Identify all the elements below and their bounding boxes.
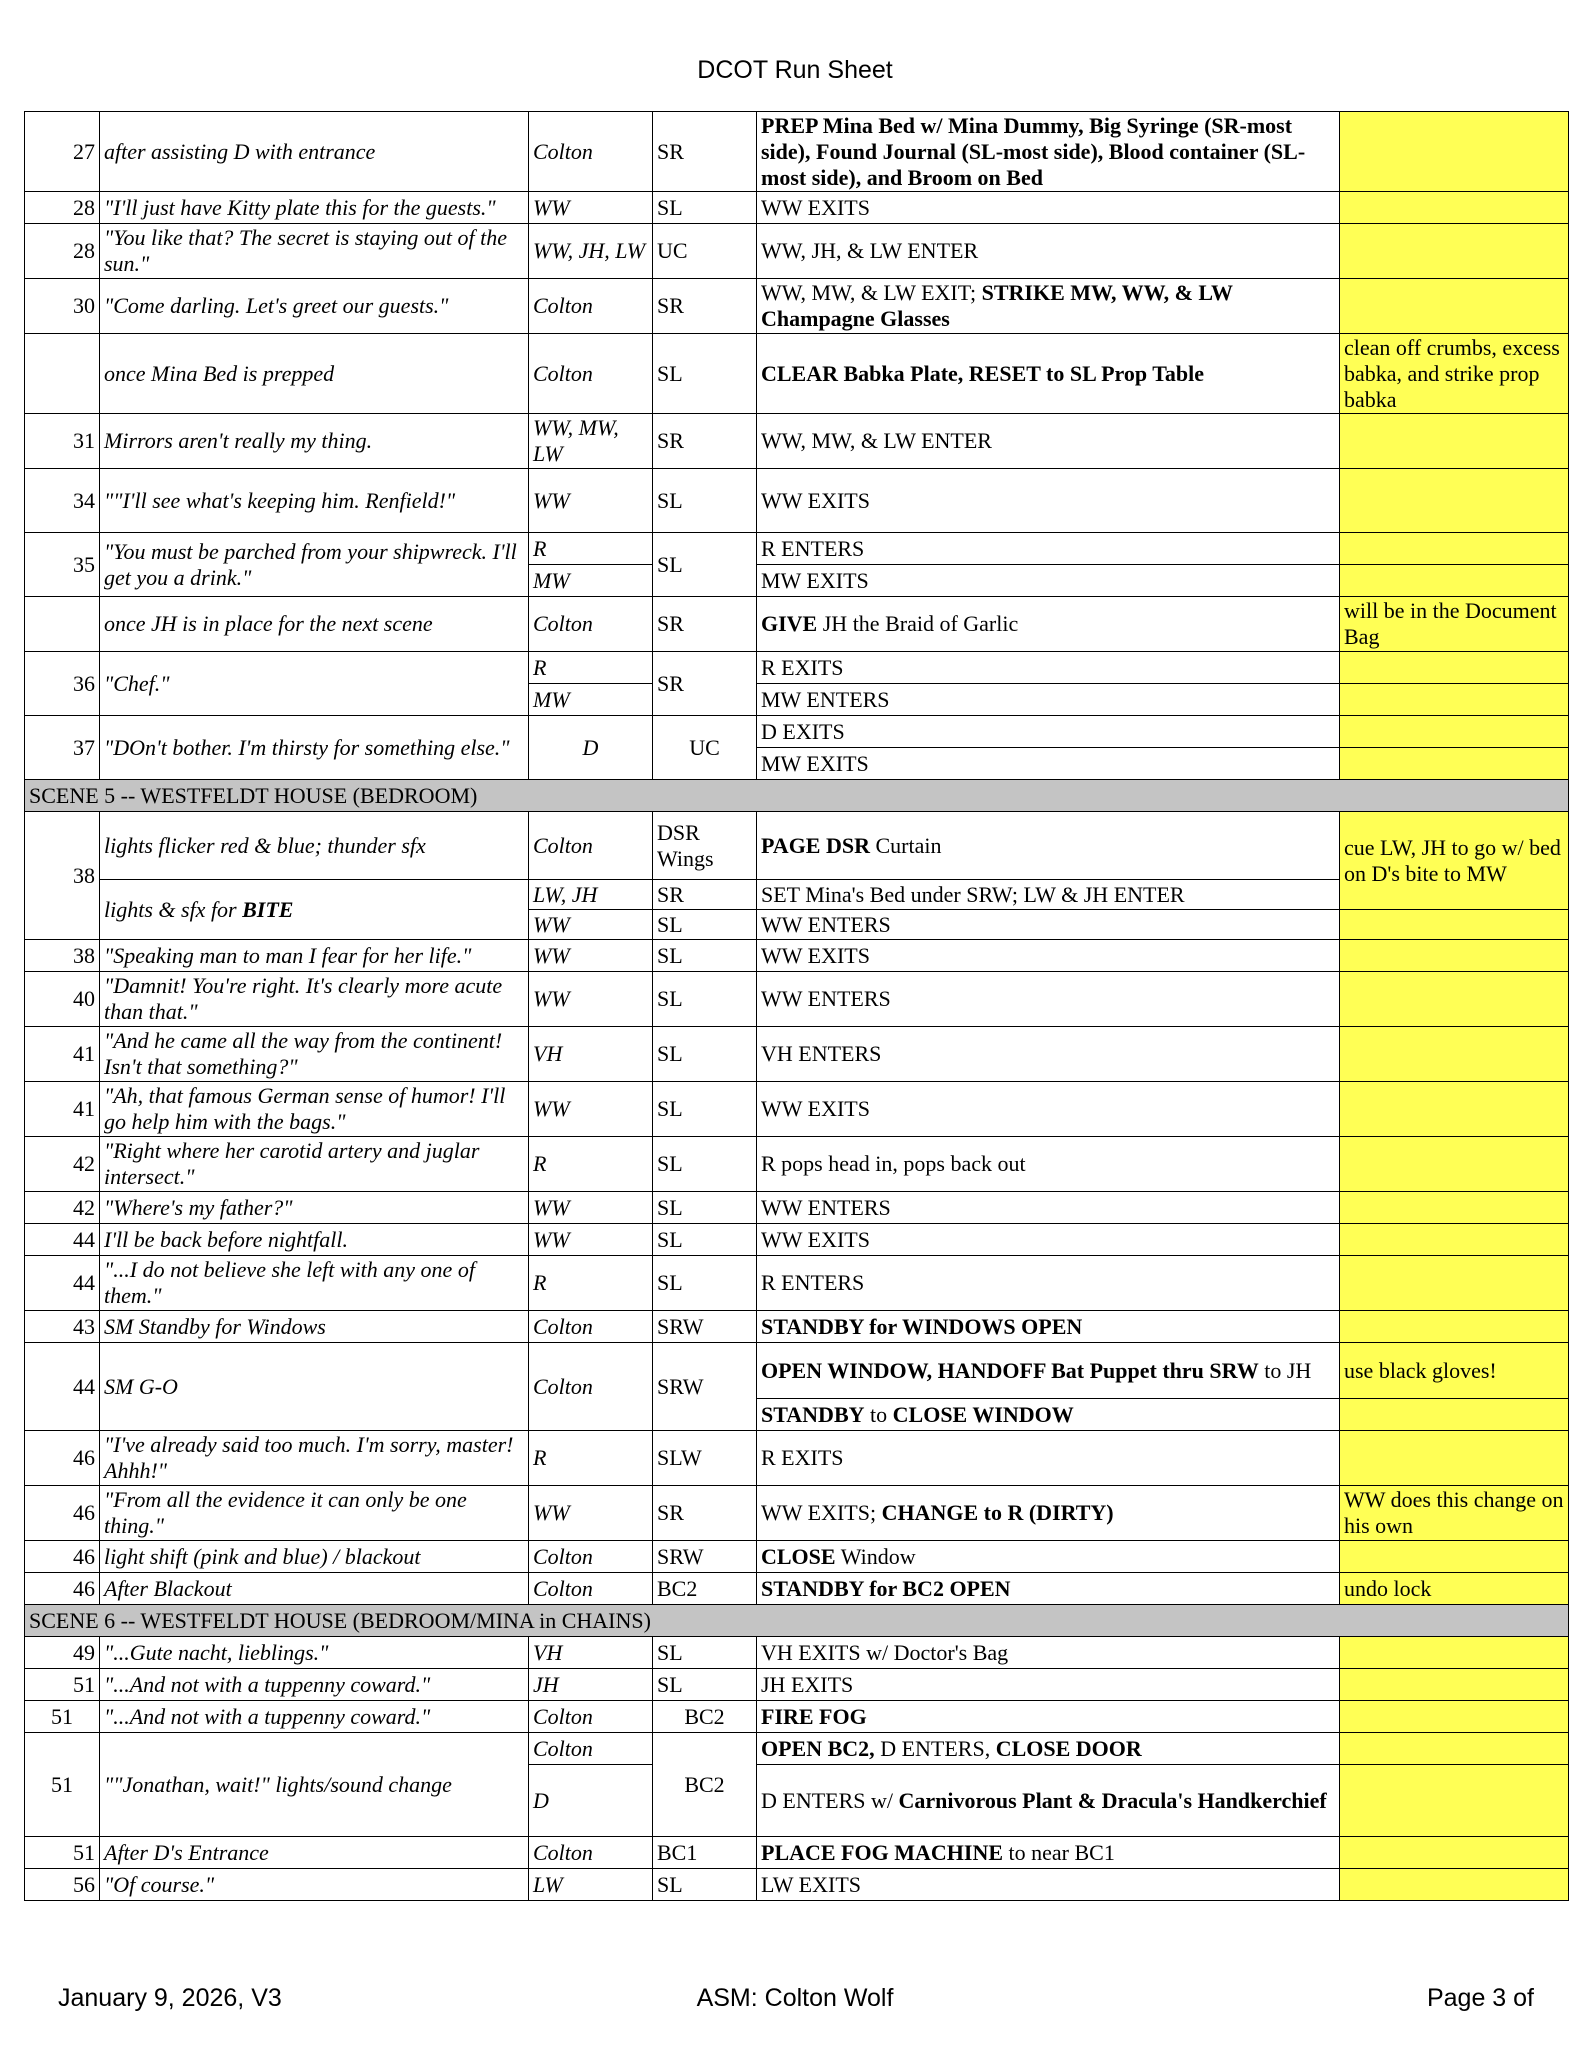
page-number: 44 xyxy=(25,1343,100,1431)
action: R ENTERS xyxy=(757,533,1340,565)
note xyxy=(1340,1192,1569,1224)
page-number: 28 xyxy=(25,224,100,279)
cue: After Blackout xyxy=(100,1573,529,1605)
page-number xyxy=(25,597,100,652)
who: D xyxy=(529,1765,653,1837)
page-number: 46 xyxy=(25,1431,100,1486)
cue: "I'll just have Kitty plate this for the guests." xyxy=(100,192,529,224)
note xyxy=(1340,1837,1569,1869)
location: SL xyxy=(653,940,757,972)
location: UC xyxy=(653,224,757,279)
cue: "Ah, that famous German sense of humor! I'll go help him with the bags." xyxy=(100,1082,529,1137)
table-row xyxy=(25,279,1569,334)
scene-header: SCENE 6 -- WESTFELDT HOUSE (BEDROOM/MINA in CHAINS) xyxy=(25,1605,1569,1637)
action: WW, MW, & LW ENTER xyxy=(757,414,1340,469)
who: D xyxy=(529,716,653,780)
scene-header-row xyxy=(25,780,1569,812)
scene-header-row xyxy=(25,1605,1569,1637)
table-row xyxy=(25,880,1569,910)
cue: ""Jonathan, wait!" lights/sound change xyxy=(100,1733,529,1837)
note xyxy=(1340,1256,1569,1311)
location: SR xyxy=(653,880,757,910)
location: SL xyxy=(653,1224,757,1256)
location: SL xyxy=(653,1192,757,1224)
location: BC1 xyxy=(653,1837,757,1869)
note xyxy=(1340,1869,1569,1901)
location: SL xyxy=(653,533,757,597)
action: FIRE FOG xyxy=(757,1701,1340,1733)
page-number: 34 xyxy=(25,469,100,533)
page-number: 42 xyxy=(25,1137,100,1192)
action: OPEN WINDOW, HANDOFF Bat Puppet thru SRW to JH xyxy=(757,1343,1340,1399)
who: R xyxy=(529,652,653,684)
action: WW EXITS; CHANGE to R (DIRTY) xyxy=(757,1486,1340,1541)
action: WW EXITS xyxy=(757,1082,1340,1137)
table-row xyxy=(25,1311,1569,1343)
who: Colton xyxy=(529,1573,653,1605)
location: BC2 xyxy=(653,1701,757,1733)
note xyxy=(1340,748,1569,780)
who: R xyxy=(529,1256,653,1311)
table-row xyxy=(25,812,1569,880)
location: SR xyxy=(653,414,757,469)
table-row xyxy=(25,1701,1569,1733)
action: WW EXITS xyxy=(757,1224,1340,1256)
who: R xyxy=(529,533,653,565)
note: undo lock xyxy=(1340,1573,1569,1605)
cue: "From all the evidence it can only be one thing." xyxy=(100,1486,529,1541)
page-title: DCOT Run Sheet xyxy=(697,56,893,84)
location: SL xyxy=(653,1637,757,1669)
table-row xyxy=(25,972,1569,1027)
cue: "Damnit! You're right. It's clearly more acute than that." xyxy=(100,972,529,1027)
note xyxy=(1340,1137,1569,1192)
who: VH xyxy=(529,1637,653,1669)
note: will be in the Document Bag xyxy=(1340,597,1569,652)
page-number: 31 xyxy=(25,414,100,469)
table-row xyxy=(25,1837,1569,1869)
cue: "Come darling. Let's greet our guests." xyxy=(100,279,529,334)
note: use black gloves! xyxy=(1340,1343,1569,1399)
note xyxy=(1340,940,1569,972)
note xyxy=(1340,972,1569,1027)
cue: "...And not with a tuppenny coward." xyxy=(100,1669,529,1701)
action: CLOSE Window xyxy=(757,1541,1340,1573)
location: SLW xyxy=(653,1431,757,1486)
page-number: 46 xyxy=(25,1573,100,1605)
cue: "...Gute nacht, lieblings." xyxy=(100,1637,529,1669)
note xyxy=(1340,414,1569,469)
page-number: 41 xyxy=(25,1082,100,1137)
who: WW xyxy=(529,192,653,224)
action: R ENTERS xyxy=(757,1256,1340,1311)
who: Colton xyxy=(529,1541,653,1573)
note: clean off crumbs, excess babka, and strike prop babka xyxy=(1340,334,1569,414)
action: STANDBY for BC2 OPEN xyxy=(757,1573,1340,1605)
page-number: 28 xyxy=(25,192,100,224)
page-number: 46 xyxy=(25,1541,100,1573)
location: SL xyxy=(653,469,757,533)
cue: "...I do not believe she left with any one of them." xyxy=(100,1256,529,1311)
footer-date: January 9, 2026, V3 xyxy=(58,1984,282,2012)
page-number: 30 xyxy=(25,279,100,334)
table-row xyxy=(25,224,1569,279)
action: R pops head in, pops back out xyxy=(757,1137,1340,1192)
action: CLEAR Babka Plate, RESET to SL Prop Table xyxy=(757,334,1340,414)
page-number: 56 xyxy=(25,1869,100,1901)
location: SR xyxy=(653,652,757,716)
location: SR xyxy=(653,279,757,334)
location: SL xyxy=(653,1082,757,1137)
note xyxy=(1340,684,1569,716)
action: GIVE JH the Braid of Garlic xyxy=(757,597,1340,652)
action: LW EXITS xyxy=(757,1869,1340,1901)
action: D EXITS xyxy=(757,716,1340,748)
action: VH EXITS w/ Doctor's Bag xyxy=(757,1637,1340,1669)
table-row xyxy=(25,1224,1569,1256)
page-number: 51 xyxy=(25,1733,100,1837)
who: MW xyxy=(529,684,653,716)
location: SRW xyxy=(653,1311,757,1343)
who: WW xyxy=(529,1224,653,1256)
action: VH ENTERS xyxy=(757,1027,1340,1082)
table-row xyxy=(25,1137,1569,1192)
page-number: 37 xyxy=(25,716,100,780)
table-row xyxy=(25,1573,1569,1605)
who: R xyxy=(529,1137,653,1192)
note xyxy=(1340,1637,1569,1669)
cue: "You must be parched from your shipwreck. I'll get you a drink." xyxy=(100,533,529,597)
footer-page: Page 3 of xyxy=(1426,1984,1534,2012)
table-row xyxy=(25,1431,1569,1486)
page-number: 44 xyxy=(25,1224,100,1256)
table-row xyxy=(25,334,1569,414)
action: SET Mina's Bed under SRW; LW & JH ENTER xyxy=(757,880,1340,910)
table-row xyxy=(25,1192,1569,1224)
cue: Mirrors aren't really my thing. xyxy=(100,414,529,469)
note xyxy=(1340,533,1569,565)
table-row xyxy=(25,192,1569,224)
page-number: 51 xyxy=(25,1701,100,1733)
action: PLACE FOG MACHINE to near BC1 xyxy=(757,1837,1340,1869)
who: Colton xyxy=(529,334,653,414)
note: cue LW, JH to go w/ bed on D's bite to MW xyxy=(1340,812,1569,910)
action: WW ENTERS xyxy=(757,1192,1340,1224)
table-row xyxy=(25,1541,1569,1573)
cue: After D's Entrance xyxy=(100,1837,529,1869)
who: Colton xyxy=(529,812,653,880)
who: Colton xyxy=(529,1837,653,1869)
page-number: 27 xyxy=(25,112,100,192)
cue: once Mina Bed is prepped xyxy=(100,334,529,414)
page-number: 38 xyxy=(25,812,100,940)
action: JH EXITS xyxy=(757,1669,1340,1701)
action: D ENTERS w/ Carnivorous Plant & Dracula's Handkerchief xyxy=(757,1765,1340,1837)
table-row xyxy=(25,1669,1569,1701)
table-row xyxy=(25,533,1569,565)
who: WW, MW, LW xyxy=(529,414,653,469)
who: Colton xyxy=(529,279,653,334)
note xyxy=(1340,652,1569,684)
location: SR xyxy=(653,597,757,652)
who: Colton xyxy=(529,112,653,192)
who: VH xyxy=(529,1027,653,1082)
action: OPEN BC2, D ENTERS, CLOSE DOOR xyxy=(757,1733,1340,1765)
note xyxy=(1340,910,1569,940)
action: STANDBY to CLOSE WINDOW xyxy=(757,1399,1340,1431)
location: SL xyxy=(653,192,757,224)
action: MW EXITS xyxy=(757,748,1340,780)
who: Colton xyxy=(529,1311,653,1343)
note xyxy=(1340,279,1569,334)
page-number: 44 xyxy=(25,1256,100,1311)
note xyxy=(1340,1541,1569,1573)
action: R EXITS xyxy=(757,652,1340,684)
who: WW xyxy=(529,940,653,972)
page-number: 36 xyxy=(25,652,100,716)
page-number: 46 xyxy=(25,1486,100,1541)
cue: ""I'll see what's keeping him. Renfield!" xyxy=(100,469,529,533)
action: WW ENTERS xyxy=(757,972,1340,1027)
note xyxy=(1340,1733,1569,1765)
location: SL xyxy=(653,1137,757,1192)
table-row xyxy=(25,1486,1569,1541)
who: Colton xyxy=(529,1701,653,1733)
location: SR xyxy=(653,1486,757,1541)
page-number: 43 xyxy=(25,1311,100,1343)
table-row xyxy=(25,597,1569,652)
action: R EXITS xyxy=(757,1431,1340,1486)
table-row xyxy=(25,1343,1569,1399)
action: MW ENTERS xyxy=(757,684,1340,716)
table-row xyxy=(25,1637,1569,1669)
note xyxy=(1340,1027,1569,1082)
page-number: 51 xyxy=(25,1837,100,1869)
location: SL xyxy=(653,1027,757,1082)
cue: "You like that? The secret is staying out of the sun." xyxy=(100,224,529,279)
location: BC2 xyxy=(653,1733,757,1837)
page-number: 49 xyxy=(25,1637,100,1669)
cue: "DOn't bother. I'm thirsty for something else." xyxy=(100,716,529,780)
cue: "Chef." xyxy=(100,652,529,716)
who: JH xyxy=(529,1669,653,1701)
page-number: 41 xyxy=(25,1027,100,1082)
cue: "Of course." xyxy=(100,1869,529,1901)
page-number: 35 xyxy=(25,533,100,597)
page-number: 42 xyxy=(25,1192,100,1224)
who: WW xyxy=(529,1192,653,1224)
note xyxy=(1340,1399,1569,1431)
note xyxy=(1340,1765,1569,1837)
note xyxy=(1340,112,1569,192)
run-sheet-table xyxy=(24,111,1569,1901)
note xyxy=(1340,1431,1569,1486)
note: WW does this change on his own xyxy=(1340,1486,1569,1541)
location: BC2 xyxy=(653,1573,757,1605)
who: WW xyxy=(529,1486,653,1541)
who: Colton xyxy=(529,1343,653,1431)
location: UC xyxy=(653,716,757,780)
action: WW, MW, & LW EXIT; STRIKE MW, WW, & LW Champagne Glasses xyxy=(757,279,1340,334)
cue: light shift (pink and blue) / blackout xyxy=(100,1541,529,1573)
table-row xyxy=(25,652,1569,684)
who: MW xyxy=(529,565,653,597)
who: WW, JH, LW xyxy=(529,224,653,279)
note xyxy=(1340,1701,1569,1733)
action: MW EXITS xyxy=(757,565,1340,597)
table-row xyxy=(25,414,1569,469)
table-row xyxy=(25,1256,1569,1311)
who: WW xyxy=(529,469,653,533)
footer-asm: ASM: Colton Wolf xyxy=(696,1984,894,2012)
cue: "Speaking man to man I fear for her life." xyxy=(100,940,529,972)
cue: lights flicker red & blue; thunder sfx xyxy=(100,812,529,880)
action: STANDBY for WINDOWS OPEN xyxy=(757,1311,1340,1343)
who: R xyxy=(529,1431,653,1486)
note xyxy=(1340,1311,1569,1343)
note xyxy=(1340,565,1569,597)
page-number: 40 xyxy=(25,972,100,1027)
location: SRW xyxy=(653,1541,757,1573)
note xyxy=(1340,192,1569,224)
cue: after assisting D with entrance xyxy=(100,112,529,192)
location: SL xyxy=(653,1869,757,1901)
cue: lights & sfx for BITE xyxy=(100,880,529,940)
action: PAGE DSR Curtain xyxy=(757,812,1340,880)
page-number: 38 xyxy=(25,940,100,972)
location: SL xyxy=(653,910,757,940)
scene-header: SCENE 5 -- WESTFELDT HOUSE (BEDROOM) xyxy=(25,780,1569,812)
cue: once JH is in place for the next scene xyxy=(100,597,529,652)
action: PREP Mina Bed w/ Mina Dummy, Big Syringe (SR-most side), Found Journal (SL-most side), Blood container (SL-most side), and Broom on Bed xyxy=(757,112,1340,192)
who: WW xyxy=(529,972,653,1027)
action: WW, JH, & LW ENTER xyxy=(757,224,1340,279)
cue: "...And not with a tuppenny coward." xyxy=(100,1701,529,1733)
location: SL xyxy=(653,1669,757,1701)
table-row xyxy=(25,1869,1569,1901)
page-number xyxy=(25,334,100,414)
table-row xyxy=(25,1082,1569,1137)
location: SL xyxy=(653,972,757,1027)
cue: SM G-O xyxy=(100,1343,529,1431)
location: DSR Wings xyxy=(653,812,757,880)
note xyxy=(1340,1082,1569,1137)
cue: "I've already said too much. I'm sorry, master! Ahhh!" xyxy=(100,1431,529,1486)
who: LW xyxy=(529,1869,653,1901)
location: SL xyxy=(653,1256,757,1311)
cue: SM Standby for Windows xyxy=(100,1311,529,1343)
table-row xyxy=(25,112,1569,192)
note xyxy=(1340,716,1569,748)
location: SR xyxy=(653,112,757,192)
who: LW, JH xyxy=(529,880,653,910)
cue: "And he came all the way from the continent! Isn't that something?" xyxy=(100,1027,529,1082)
table-row xyxy=(25,1027,1569,1082)
action: WW EXITS xyxy=(757,192,1340,224)
who: Colton xyxy=(529,1733,653,1765)
who: WW xyxy=(529,1082,653,1137)
action: WW EXITS xyxy=(757,469,1340,533)
who: WW xyxy=(529,910,653,940)
location: SRW xyxy=(653,1343,757,1431)
table-row xyxy=(25,1733,1569,1765)
cue: "Right where her carotid artery and juglar intersect." xyxy=(100,1137,529,1192)
note xyxy=(1340,469,1569,533)
table-row xyxy=(25,940,1569,972)
note xyxy=(1340,1224,1569,1256)
table-row xyxy=(25,469,1569,533)
page-number: 51 xyxy=(25,1669,100,1701)
cue: I'll be back before nightfall. xyxy=(100,1224,529,1256)
action: WW EXITS xyxy=(757,940,1340,972)
cue: "Where's my father?" xyxy=(100,1192,529,1224)
table-row xyxy=(25,716,1569,748)
note xyxy=(1340,224,1569,279)
location: SL xyxy=(653,334,757,414)
action: WW ENTERS xyxy=(757,910,1340,940)
who: Colton xyxy=(529,597,653,652)
note xyxy=(1340,1669,1569,1701)
